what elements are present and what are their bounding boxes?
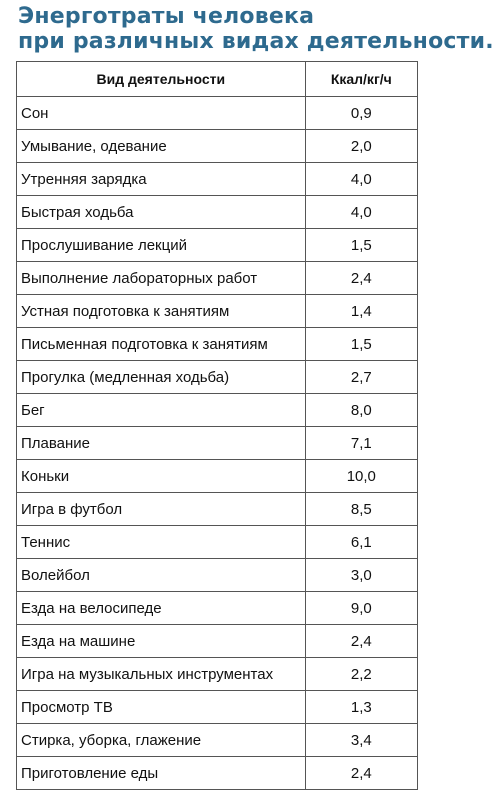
title-line-2: при различных видах деятельности. (18, 29, 494, 54)
activity-cell: Игра в футбол (17, 493, 306, 526)
kcal-cell: 10,0 (305, 460, 417, 493)
kcal-cell: 4,0 (305, 196, 417, 229)
table-row (17, 724, 418, 757)
table-row (17, 559, 418, 592)
activity-cell: Езда на велосипеде (17, 592, 306, 625)
table-row (17, 163, 418, 196)
table-row (17, 460, 418, 493)
table-row (17, 427, 418, 460)
activity-cell: Теннис (17, 526, 306, 559)
kcal-cell: 2,4 (305, 757, 417, 790)
table-row (17, 130, 418, 163)
kcal-cell: 4,0 (305, 163, 417, 196)
page-title (18, 4, 494, 54)
table-row (17, 526, 418, 559)
activity-cell: Выполнение лабораторных работ (17, 262, 306, 295)
activity-cell: Быстрая ходьба (17, 196, 306, 229)
activity-cell: Игра на музыкальных инструментах (17, 658, 306, 691)
table-row (17, 262, 418, 295)
kcal-cell: 1,5 (305, 229, 417, 262)
kcal-cell: 2,2 (305, 658, 417, 691)
activity-cell: Прослушивание лекций (17, 229, 306, 262)
activity-cell: Коньки (17, 460, 306, 493)
table-row (17, 361, 418, 394)
table-row (17, 97, 418, 130)
activity-cell: Бег (17, 394, 306, 427)
kcal-cell: 8,0 (305, 394, 417, 427)
kcal-cell: 2,4 (305, 625, 417, 658)
activity-cell: Езда на машине (17, 625, 306, 658)
kcal-cell: 2,4 (305, 262, 417, 295)
kcal-cell: 1,4 (305, 295, 417, 328)
title-line-1: Энерготраты человека (18, 4, 315, 29)
kcal-cell: 9,0 (305, 592, 417, 625)
header-activity: Вид деятельности (17, 62, 306, 97)
table-row (17, 658, 418, 691)
table-header-row (17, 62, 418, 97)
table-row (17, 295, 418, 328)
table-row (17, 757, 418, 790)
activity-cell: Просмотр ТВ (17, 691, 306, 724)
activity-cell: Плавание (17, 427, 306, 460)
activity-cell: Умывание, одевание (17, 130, 306, 163)
kcal-cell: 6,1 (305, 526, 417, 559)
table-row (17, 196, 418, 229)
kcal-cell: 1,3 (305, 691, 417, 724)
activity-cell: Волейбол (17, 559, 306, 592)
kcal-cell: 7,1 (305, 427, 417, 460)
table-row (17, 328, 418, 361)
kcal-cell: 8,5 (305, 493, 417, 526)
activity-cell: Приготовление еды (17, 757, 306, 790)
table-row (17, 691, 418, 724)
header-kcal: Ккал/кг/ч (305, 62, 417, 97)
activity-cell: Утренняя зарядка (17, 163, 306, 196)
kcal-cell: 1,5 (305, 328, 417, 361)
activity-cell: Стирка, уборка, глажение (17, 724, 306, 757)
table-body (17, 97, 418, 790)
activity-cell: Сон (17, 97, 306, 130)
kcal-cell: 2,7 (305, 361, 417, 394)
kcal-cell: 2,0 (305, 130, 417, 163)
activity-cell: Письменная подготовка к занятиям (17, 328, 306, 361)
kcal-cell: 3,4 (305, 724, 417, 757)
energy-table (16, 61, 418, 790)
kcal-cell: 0,9 (305, 97, 417, 130)
activity-cell: Прогулка (медленная ходьба) (17, 361, 306, 394)
table-row (17, 592, 418, 625)
table-row (17, 394, 418, 427)
table-row (17, 493, 418, 526)
kcal-cell: 3,0 (305, 559, 417, 592)
activity-cell: Устная подготовка к занятиям (17, 295, 306, 328)
table-row (17, 625, 418, 658)
table-row (17, 229, 418, 262)
